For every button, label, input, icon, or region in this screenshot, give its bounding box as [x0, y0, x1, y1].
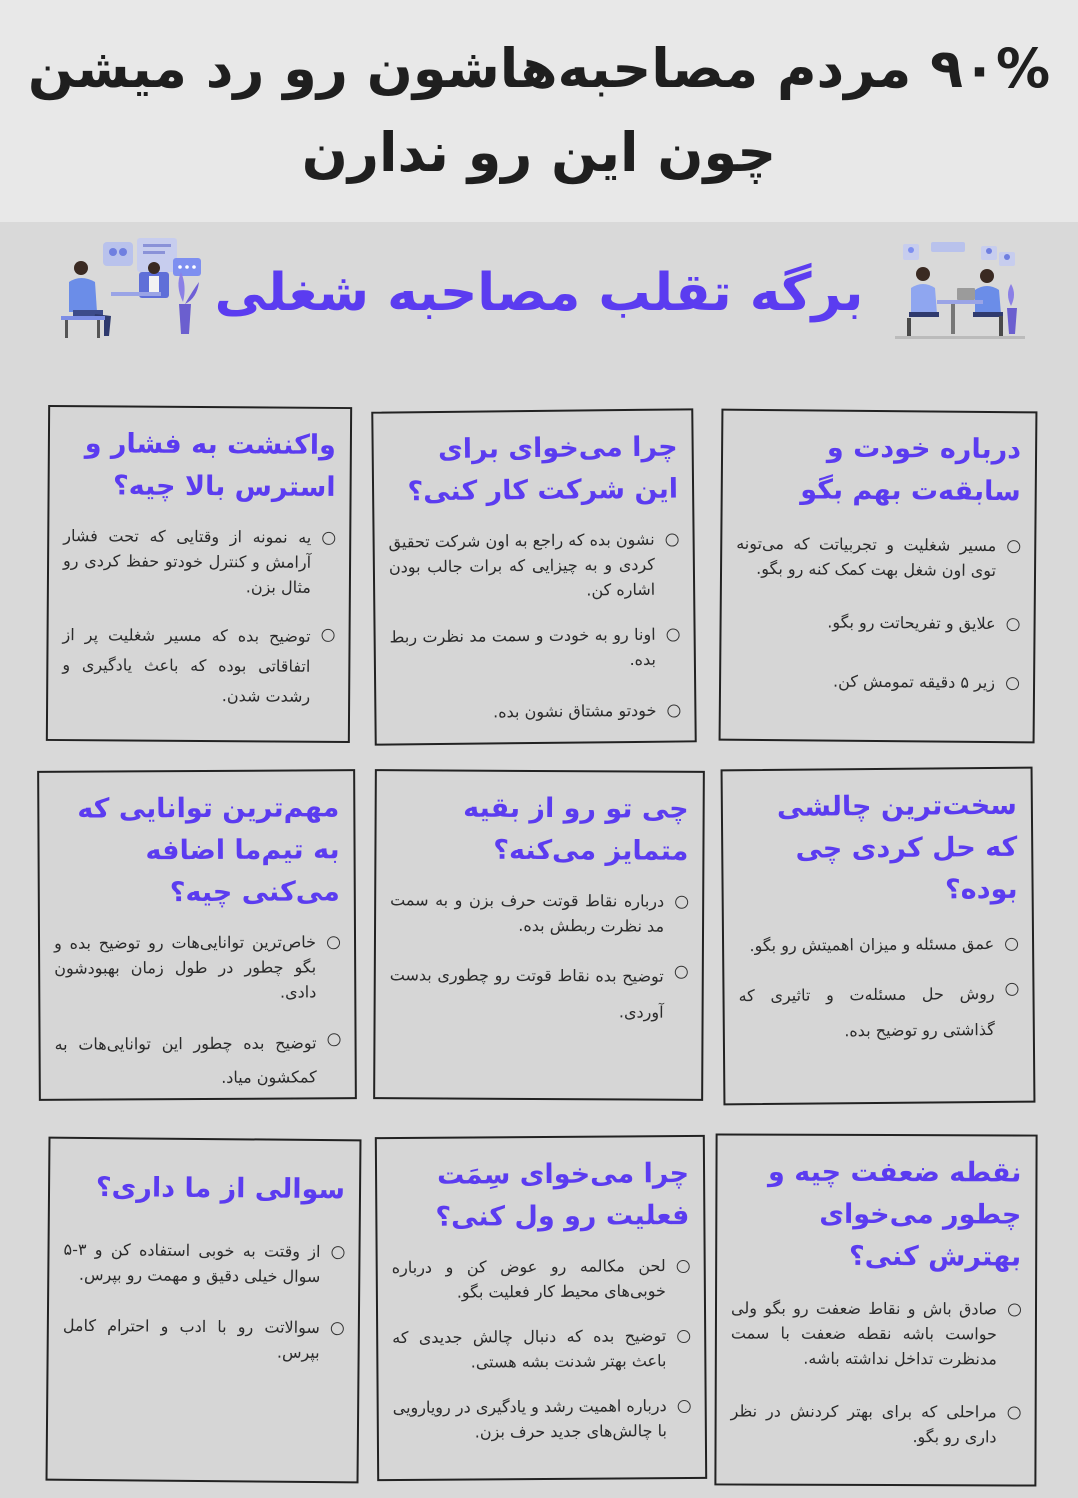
header-title-line-2: چون این رو ندارن: [301, 121, 777, 184]
bullet-circle-icon: [327, 936, 340, 949]
list-item: یه نمونه از وقتایی که تحت فشار آرامش و کنترل خودتو حفظ کردی رو مثال بزن.: [63, 523, 336, 600]
bullet-circle-icon: [666, 533, 679, 546]
question-card-leave-position: [375, 1135, 707, 1481]
list-item: توضیح بده که مسیر شغلیت پر از اتفاقاتی بوده که باعث یادگیری و رشدت شدن.: [62, 620, 335, 712]
bullet-circle-icon: [677, 1330, 690, 1343]
bullet-circle-icon: [675, 966, 688, 979]
list-item: علایق و تفریحاتت رو بگو.: [735, 609, 1019, 636]
list-item: خاص‌ترین توانایی‌هات رو توضیح بده و بگو چطور در طول زمان بهبودشون دادی.: [54, 929, 340, 1005]
list-item: توضیح بده چطور این توانایی‌هات به کمکشون میاد.: [54, 1026, 340, 1095]
bullet-circle-icon: [675, 896, 688, 909]
header-title-line-1: ۹۰% مردم مصاحبه‌هاشون رو رد میشن: [27, 37, 1051, 100]
card-title: سوالی از ما داری؟: [95, 1172, 346, 1206]
list-item: سوالاتت رو با ادب و احترام کامل بپرس.: [63, 1313, 344, 1365]
bullet-circle-icon: [1007, 618, 1020, 631]
bullet-circle-icon: [331, 1322, 344, 1335]
card-title: چی تو رو از بقیه متمایز می‌کنه؟: [463, 792, 689, 867]
bullet-circle-icon: [677, 1260, 690, 1273]
card-title: چرا می‌خوای برای این شرکت کار کنی؟: [407, 431, 679, 508]
question-card-about-yourself: [719, 409, 1038, 744]
bullet-circle-icon: [667, 704, 680, 717]
card-title: چرا می‌خوای سِمَت فعلیت رو ول کنی؟: [435, 1157, 690, 1233]
bullet-circle-icon: [322, 532, 335, 545]
list-item: اونا رو به خودت و سمت مد نظرت ربط بده.: [389, 621, 680, 674]
list-item: صادق باش و نقاط ضعفت رو بگو ولی حواست باشه نقطه ضعفت با سمت مدنظرت تداخل نداشته باشه.: [731, 1295, 1021, 1371]
bullet-circle-icon: [331, 1246, 344, 1259]
question-card-any-questions: [46, 1137, 362, 1484]
list-item: نشون بده که راجع به اون شرکت تحقیق کردی و به چیزایی که برات جالب بودن اشاره کن.: [388, 526, 679, 604]
list-item: توضیح بده که دنبال چالش جدیدی که باعث بهتر شدنت بشه هستی.: [392, 1323, 690, 1375]
list-item: لحن مکالمه رو عوض کن و درباره خوبی‌های محیط کار فعلیت بگو.: [392, 1253, 690, 1305]
bullet-circle-icon: [1007, 540, 1020, 553]
bullet-circle-icon: [1008, 1406, 1021, 1419]
list-item: مراحلی که برای بهتر کردنش در نظر داری رو بگو.: [731, 1398, 1021, 1449]
page-header: [0, 0, 1078, 222]
list-item: توضیح بده نقاط قوتت رو چطوری بدست آوردی.: [390, 957, 688, 1031]
bullet-circle-icon: [678, 1400, 691, 1413]
card-title: سخت‌ترین چالشی که حل کردی چی بوده؟: [776, 789, 1018, 906]
question-card-weakness: [714, 1133, 1037, 1486]
card-title: واکنشت به فشار و استرس بالا چیه؟: [84, 428, 337, 503]
list-item: درباره نقاط قوتت حرف بزن و به سمت مد نظرت ربطش بده.: [390, 887, 688, 939]
bullet-circle-icon: [328, 1033, 341, 1046]
bullet-circle-icon: [667, 628, 680, 641]
bullet-circle-icon: [1005, 938, 1018, 951]
list-item: خودتو مشتاق نشون بده.: [390, 697, 680, 725]
card-title: مهم‌ترین توانایی که به تیم‌ما اضافه می‌کنی چیه؟: [77, 792, 340, 909]
sheet-title: برگه تقلب مصاحبه شغلی: [214, 263, 864, 323]
bullet-circle-icon: [1008, 1303, 1021, 1316]
question-card-why-company: [371, 408, 696, 745]
list-item: مسیر شغلیت و تجربیاتت که می‌تونه توی اون شغل بهت کمک کنه رو بگو.: [736, 531, 1020, 583]
bullet-circle-icon: [1005, 983, 1018, 996]
card-title: نقطه ضعفت چیه و چطور می‌خوای بهترش کنی؟: [767, 1156, 1022, 1273]
question-card-hardest-challenge: [721, 767, 1036, 1106]
list-item: از وقتت به خوبی استفاده کن و ۳-۵ سوال خیلی دقیق و مهمت رو بپرس.: [63, 1237, 344, 1289]
list-item: زیر ۵ دقیقه تمومش کن.: [735, 668, 1019, 695]
question-card-distinguish: [373, 769, 705, 1101]
list-item: عمق مسئله و میزان اهمیتش رو بگو.: [738, 931, 1018, 958]
bullet-circle-icon: [322, 629, 335, 642]
card-title: درباره خودت و سابقه‌ت بهم بگو: [800, 432, 1022, 508]
question-card-top-skill: [37, 769, 357, 1101]
question-card-stress: [46, 405, 352, 743]
bullet-circle-icon: [1006, 677, 1019, 690]
list-item: درباره اهمیت رشد و یادگیری در رویارویی با چالش‌های جدید حرف بزن.: [393, 1393, 691, 1445]
list-item: روش حل مسئله‌ت و تاثیری که گذاشتی رو توضیح بده.: [738, 976, 1019, 1050]
